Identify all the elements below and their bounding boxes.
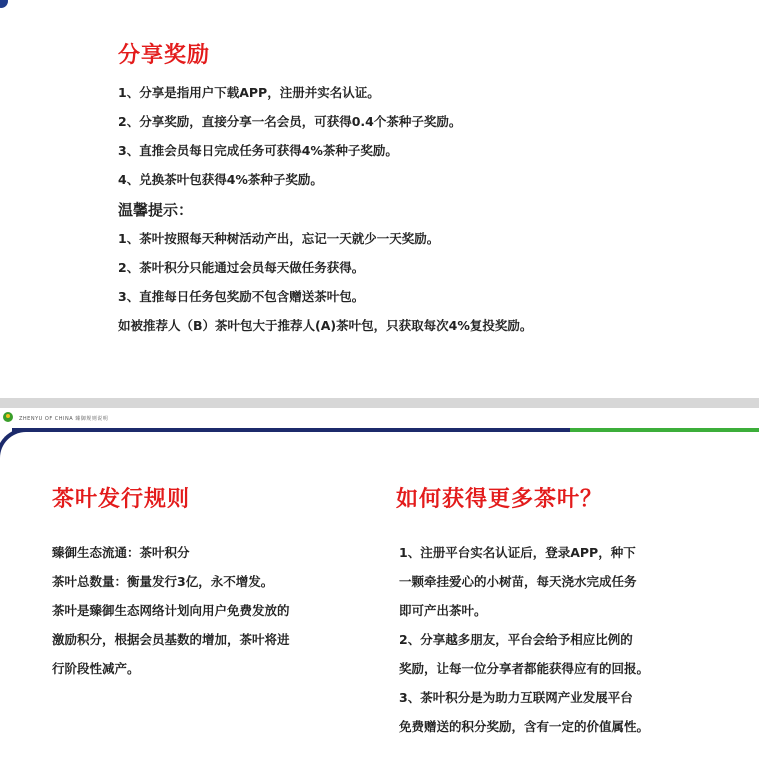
slide-tea-rules xyxy=(0,408,759,768)
tip-3: 3、直推每日任务包奖励不包含赠送茶叶包。 xyxy=(118,289,365,304)
issuance-line: 行阶段性减产。 xyxy=(52,661,140,676)
header-curve xyxy=(0,428,26,458)
issuance-line: 茶叶是臻御生态网络计划向用户免费发放的 xyxy=(52,603,290,618)
method-line: 即可产出茶叶。 xyxy=(399,603,487,618)
method-line: 奖励，让每一位分享者都能获得应有的回报。 xyxy=(399,661,650,676)
share-rule-1: 1、分享是指用户下载APP，注册并实名认证。 xyxy=(118,85,380,100)
issuance-line: 茶叶总数量：衡量发行3亿，永不增发。 xyxy=(52,574,274,589)
slide-header xyxy=(0,408,759,428)
get-more-tea-text xyxy=(399,544,744,747)
share-rule-2: 2、分享奖励，直接分享一名会员，可获得0.4个茶种子奖励。 xyxy=(118,114,462,129)
share-rewards-list xyxy=(118,84,738,346)
leaf-logo-icon xyxy=(3,412,13,422)
tip-2: 2、茶叶积分只能通过会员每天做任务获得。 xyxy=(118,260,365,275)
tea-issuance-title: 茶叶发行规则 xyxy=(52,487,191,512)
tip-4: 如被推荐人（B）茶叶包大于推荐人(A)茶叶包，只获取每次4%复投奖励。 xyxy=(118,318,533,333)
share-rule-4: 4、兑换茶叶包获得4%茶种子奖励。 xyxy=(118,172,323,187)
tips-heading: 温馨提示： xyxy=(118,201,194,219)
corner-decoration xyxy=(0,0,8,8)
get-more-tea-title: 如何获得更多茶叶？ xyxy=(396,487,604,512)
slide-separator xyxy=(0,398,759,408)
tip-1: 1、茶叶按照每天种树活动产出，忘记一天就少一天奖励。 xyxy=(118,231,440,246)
method-line: 免费赠送的积分奖励，含有一定的价值属性。 xyxy=(399,719,650,734)
method-line: 1、注册平台实名认证后，登录APP，种下 xyxy=(399,545,636,560)
method-line: 2、分享越多朋友，平台会给予相应比例的 xyxy=(399,632,633,647)
method-line: 3、茶叶积分是为助力互联网产业发展平台 xyxy=(399,690,633,705)
issuance-line: 激励积分，根据会员基数的增加，茶叶将进 xyxy=(52,632,290,647)
header-bar-green xyxy=(570,428,759,432)
header-bar-blue xyxy=(12,428,570,432)
issuance-line: 臻御生态流通：茶叶积分 xyxy=(52,545,190,560)
share-rewards-title: 分享奖励 xyxy=(118,43,211,68)
tea-issuance-text xyxy=(52,544,372,689)
share-rule-3: 3、直推会员每日完成任务可获得4%茶种子奖励。 xyxy=(118,143,398,158)
header-caption: ZHENYU OF CHINA 臻御规则说明 xyxy=(19,416,109,422)
method-line: 一颗牵挂爱心的小树苗，每天浇水完成任务 xyxy=(399,574,637,589)
